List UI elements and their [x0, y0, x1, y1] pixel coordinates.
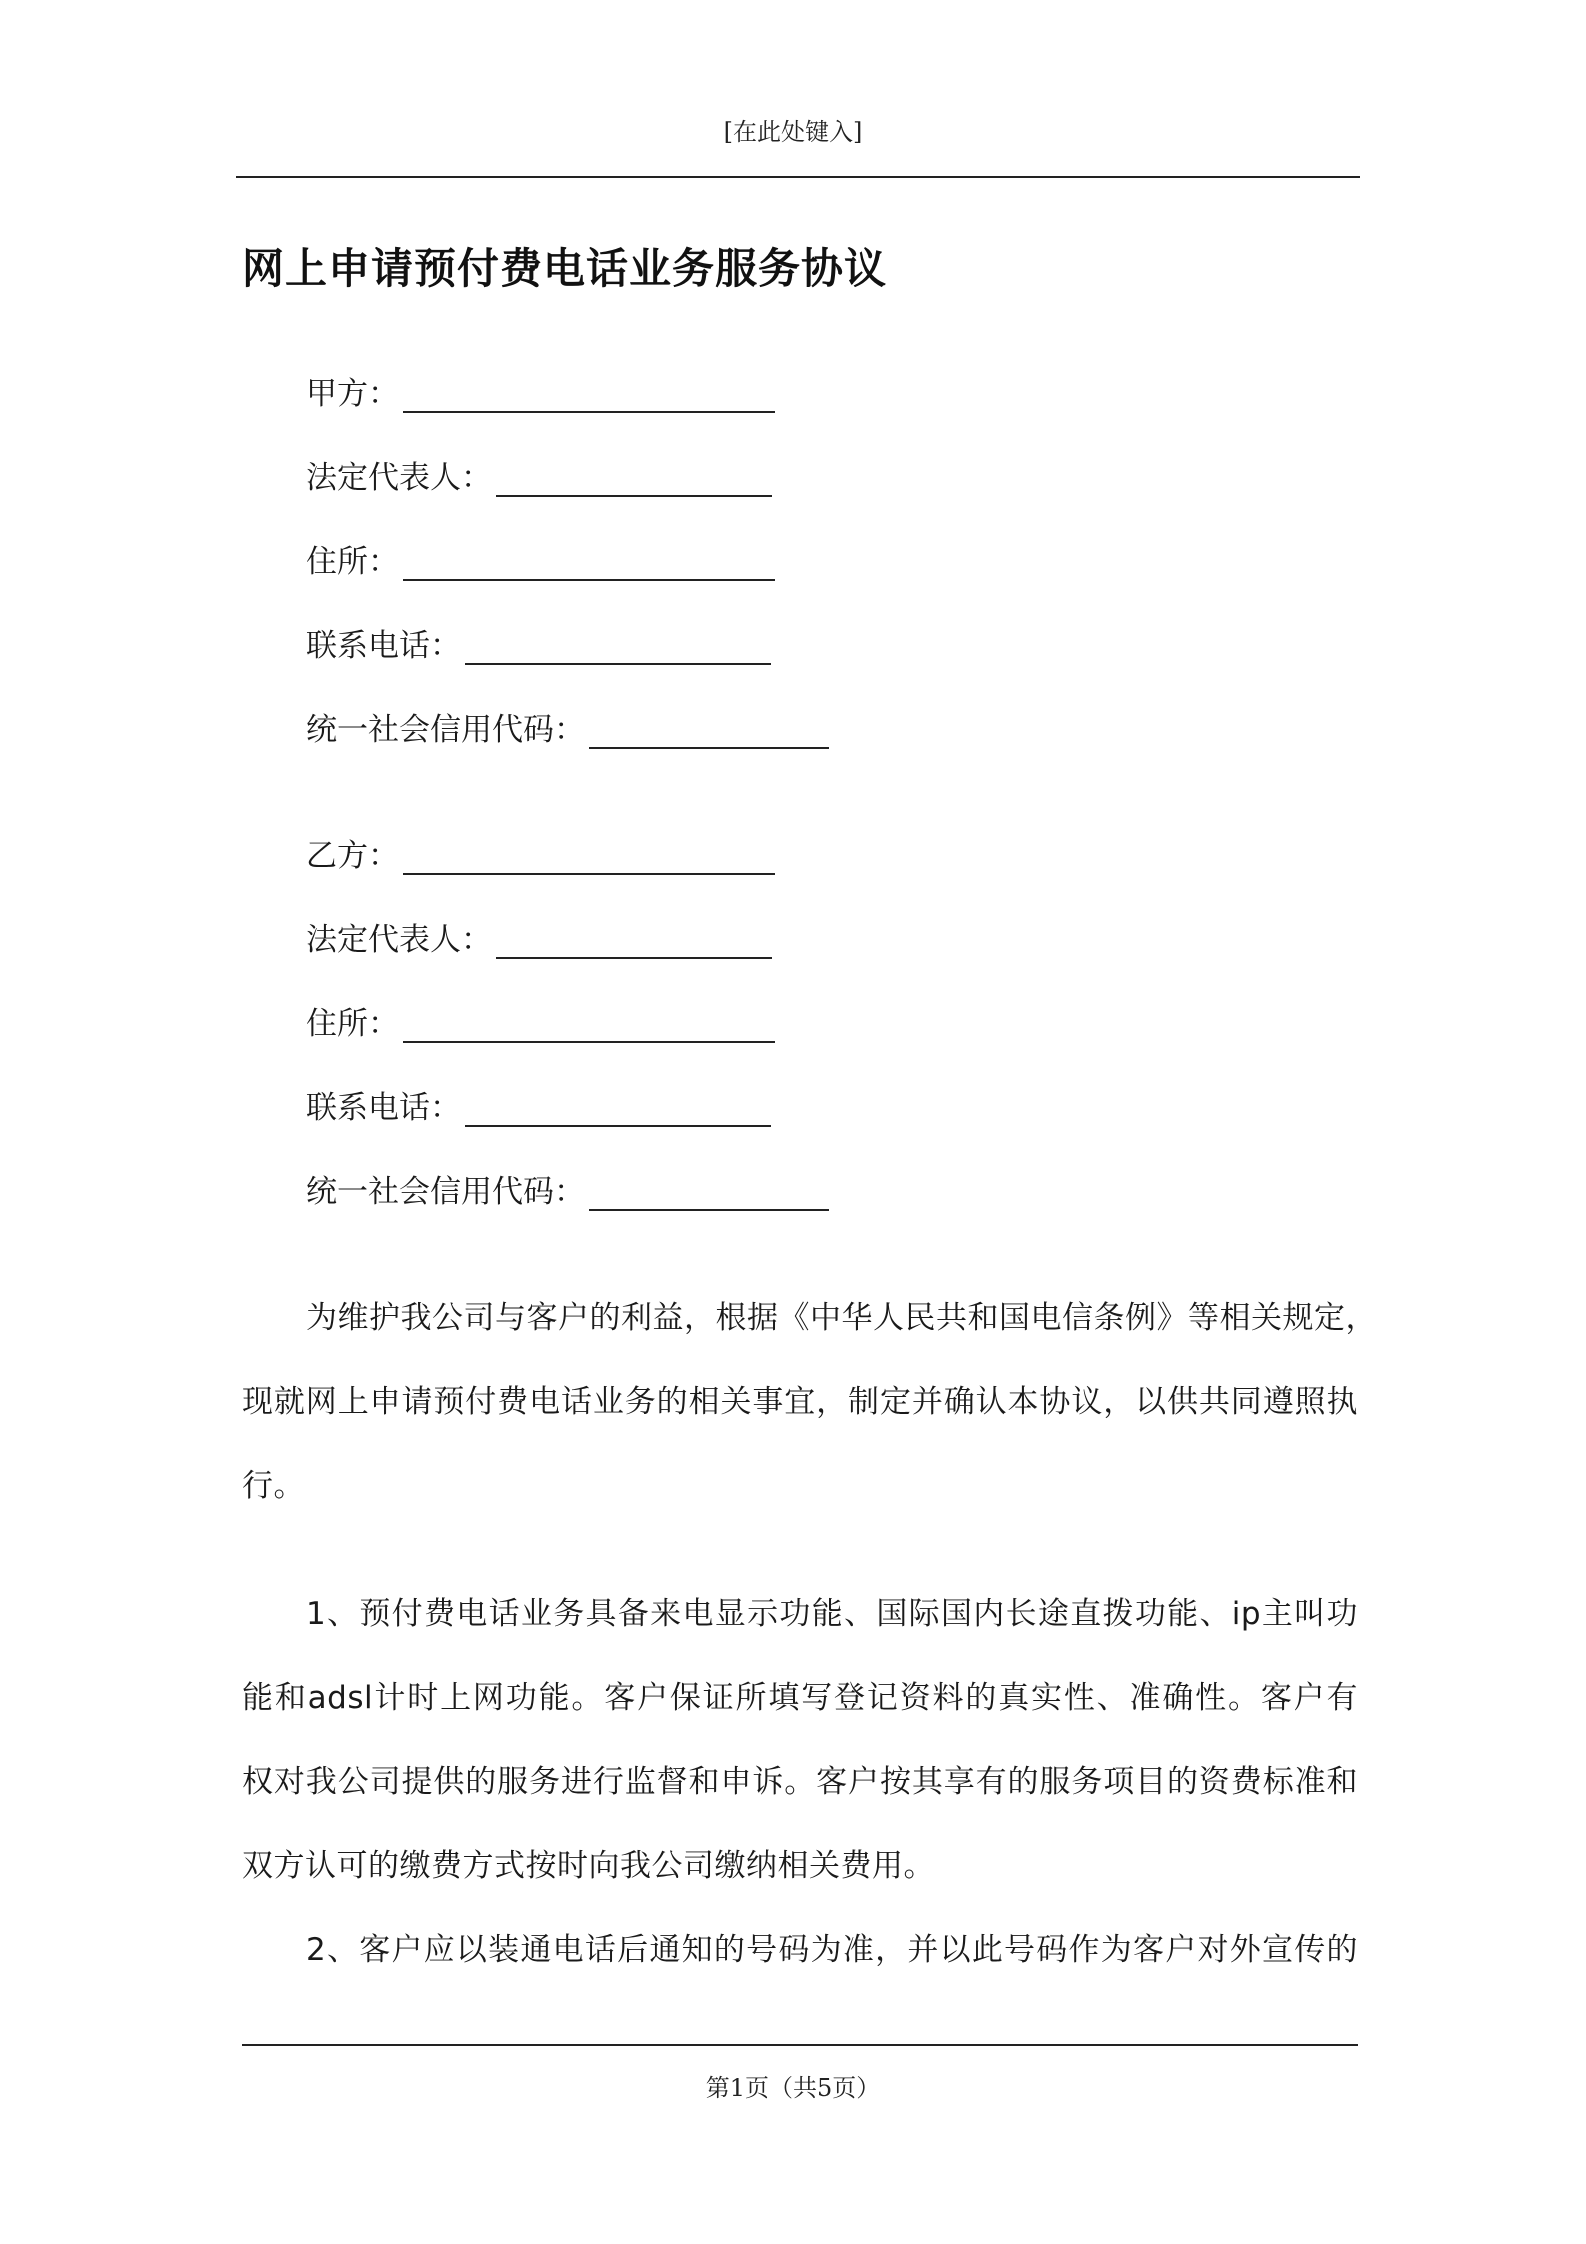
party-a-address-label: 住所： — [306, 544, 399, 580]
party-b-phone-field — [306, 1082, 771, 1127]
party-a-address-blank[interactable] — [403, 545, 775, 581]
page-footer: 第1页（共5页） — [705, 2074, 881, 2102]
party-a-credit-code-blank[interactable] — [589, 713, 829, 749]
header-divider — [236, 176, 1360, 178]
party-a-field — [306, 368, 775, 413]
clause2-line-1: 2、客户应以装通电话后通知的号码为准，并以此号码作为客户对外宣传的 — [306, 1932, 1358, 1968]
party-b-address-label: 住所： — [306, 1006, 399, 1042]
party-a-rep-field — [306, 452, 772, 497]
party-b-address-blank[interactable] — [403, 1007, 775, 1043]
party-a-phone-field — [306, 620, 771, 665]
clause1-line-2: 能和adsl计时上网功能。客户保证所填写登记资料的真实性、准确性。客户有 — [242, 1680, 1358, 1716]
intro-line-1: 为维护我公司与客户的利益，根据《中华人民共和国电信条例》等相关规定， — [306, 1300, 1377, 1336]
document-title: 网上申请预付费电话业务服务协议 — [242, 244, 888, 293]
party-a-credit-code-label: 统一社会信用代码： — [306, 712, 585, 748]
party-b-address-field — [306, 998, 775, 1043]
intro-line-3: 行。 — [242, 1468, 305, 1504]
party-a-blank[interactable] — [403, 377, 775, 413]
intro-line-2: 现就网上申请预付费电话业务的相关事宜，制定并确认本协议，以供共同遵照执 — [242, 1384, 1358, 1420]
party-b-label: 乙方： — [306, 838, 399, 874]
party-b-blank[interactable] — [403, 839, 775, 875]
party-a-rep-label: 法定代表人： — [306, 460, 492, 496]
clause1-line-1: 1、预付费电话业务具备来电显示功能、国际国内长途直拨功能、ip主叫功 — [306, 1596, 1358, 1632]
clause1-line-4: 双方认可的缴费方式按时向我公司缴纳相关费用。 — [242, 1848, 935, 1884]
party-b-credit-code-field — [306, 1166, 829, 1211]
party-b-rep-field — [306, 914, 772, 959]
footer-divider — [242, 2044, 1358, 2046]
party-a-rep-blank[interactable] — [496, 461, 772, 497]
party-a-label: 甲方： — [306, 376, 399, 412]
party-b-credit-code-blank[interactable] — [589, 1175, 829, 1211]
party-b-rep-label: 法定代表人： — [306, 922, 492, 958]
party-b-phone-label: 联系电话： — [306, 1090, 461, 1126]
party-a-credit-code-field — [306, 704, 829, 749]
party-a-phone-blank[interactable] — [465, 629, 771, 665]
party-a-address-field — [306, 536, 775, 581]
clause1-line-3: 权对我公司提供的服务进行监督和申诉。客户按其享有的服务项目的资费标准和 — [242, 1764, 1358, 1800]
party-b-field — [306, 830, 775, 875]
party-b-phone-blank[interactable] — [465, 1091, 771, 1127]
party-b-credit-code-label: 统一社会信用代码： — [306, 1174, 585, 1210]
page-header: [在此处键入] — [723, 118, 863, 146]
party-a-phone-label: 联系电话： — [306, 628, 461, 664]
party-b-rep-blank[interactable] — [496, 923, 772, 959]
